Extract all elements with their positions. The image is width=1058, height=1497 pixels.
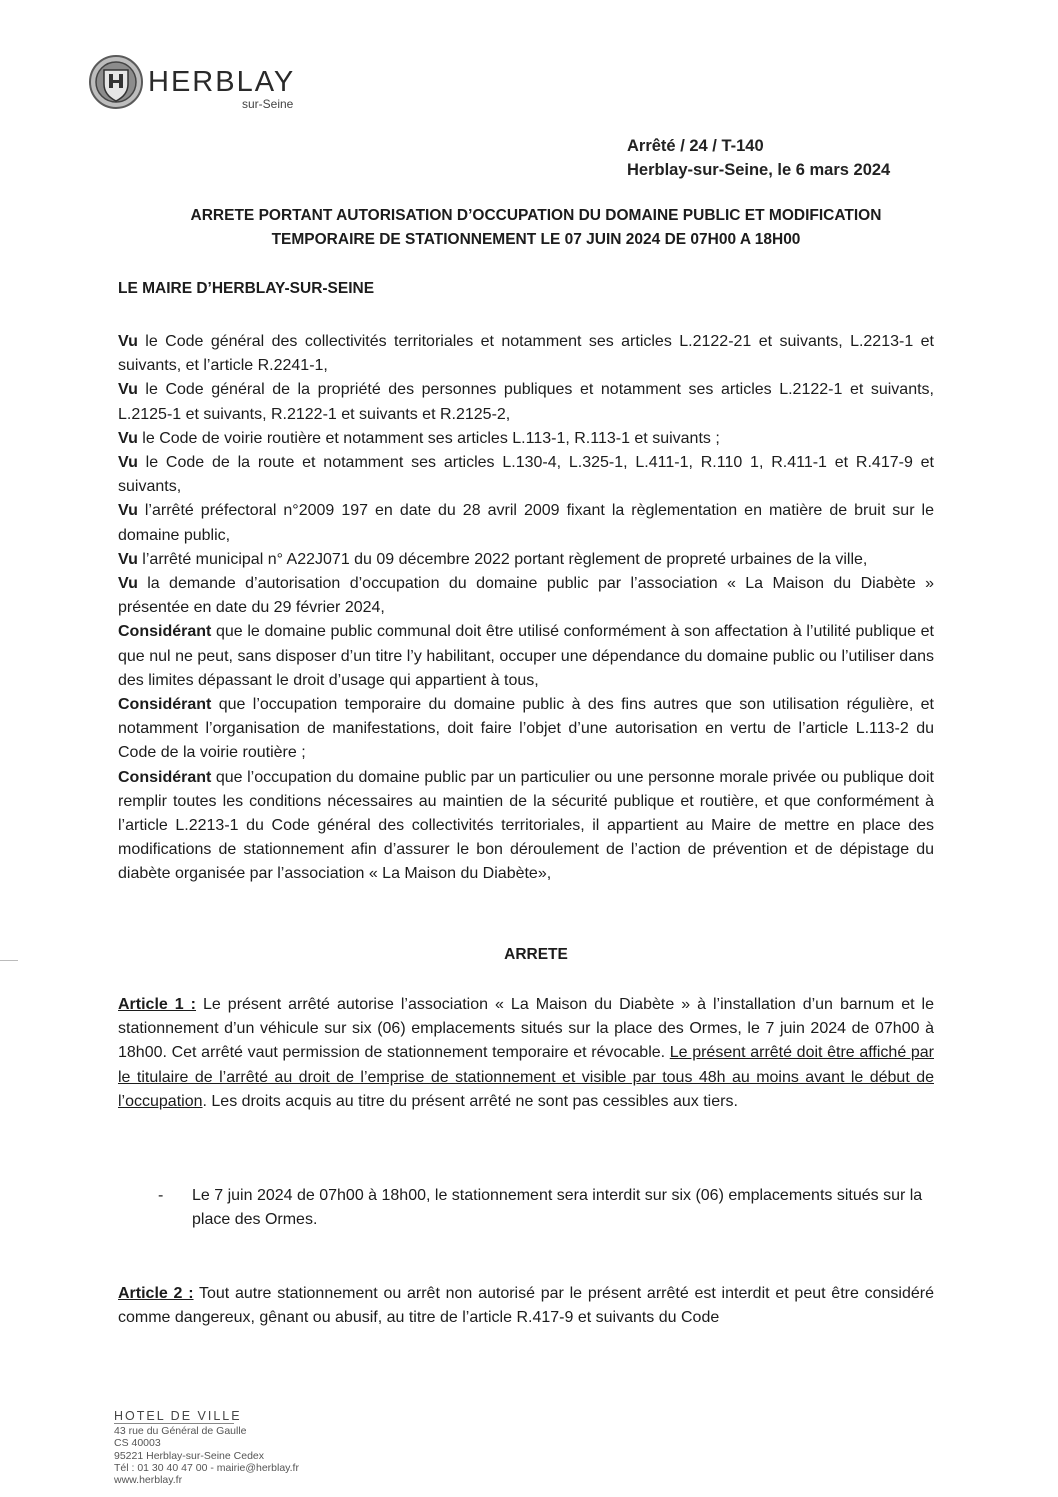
recital-lead: Vu: [118, 502, 138, 520]
recital-lead: Vu: [118, 333, 138, 350]
recital-item: [118, 693, 934, 766]
recital-item: [118, 427, 934, 451]
footer-line: 95221 Herblay-sur-Seine Cedex: [114, 1449, 264, 1462]
recital-lead: Considérant: [118, 696, 212, 714]
article-1: [118, 993, 934, 1114]
recital-text: l’arrêté préfectoral n°2009 197 en date du 28 avril 2009 fixant la règlementation en matière de bruit sur le domaine public,: [118, 502, 934, 544]
city-brand-name: HERBLAY: [148, 66, 296, 98]
recital-text: l’arrêté municipal n° A22J071 du 09 décembre 2022 portant règlement de propreté urbaines de la ville,: [137, 550, 868, 568]
recitals: [118, 330, 934, 887]
recital-lead: Vu: [118, 381, 138, 399]
bullet-dash: -: [158, 1187, 164, 1204]
decree-title: [110, 204, 962, 252]
recital-item: [118, 548, 934, 572]
article-2: [118, 1282, 934, 1330]
recital-lead: Vu: [118, 575, 138, 593]
decree-title-line1: ARRETE PORTANT AUTORISATION D’OCCUPATION DU DOMAINE PUBLIC ET MODIFICATION: [190, 207, 882, 224]
recital-item: [118, 766, 934, 887]
article-1-text-end: . Les droits acquis au titre du présent arrêté ne sont pas cessibles aux tiers.: [202, 1092, 738, 1110]
city-logo: [88, 52, 328, 114]
decree-reference: [627, 134, 890, 182]
recital-text: le Code de voirie routière et notamment ses articles L.113-1, R.113-1 et suivants ;: [137, 429, 720, 447]
recital-lead: Vu: [118, 429, 138, 447]
recital-lead: Considérant: [118, 623, 212, 641]
scan-edge-mark: [0, 960, 18, 961]
recital-item: [118, 451, 934, 499]
recital-lead: Vu: [118, 454, 138, 472]
article-2-paragraph: [118, 1282, 934, 1330]
recital-lead: Vu: [118, 550, 138, 568]
recital-text: que le domaine public communal doit être utilisé conformément à son affectation à l’utilité publique et que nul ne peut, sans disposer d’un titre l’y habilitant, occuper une dépendance du domaine public ou l’utiliser dans des limites dépassant le droit d’usage qui appartient à tous,: [118, 623, 934, 689]
recital-text: le Code de la route et notamment ses articles L.130-4, L.325-1, L.411-1, R.110 1, R.411-1 et R.417-9 et suivants,: [118, 454, 934, 496]
article-1-underlined-text: Le présent arrêté doit être affiché par le titulaire de l’arrêté au droit de l’emprise de stationnement et visible par tous 48h au moins avant le début de l’occupation: [118, 1044, 934, 1110]
footer-line: Tél : 01 30 40 47 00 - mairie@herblay.fr: [114, 1461, 299, 1474]
article-2-label: Article 2 :: [118, 1285, 194, 1302]
article-1-paragraph: [118, 993, 934, 1114]
arrete-heading: ARRETE: [504, 946, 568, 963]
article-1-text: Le présent arrêté autorise l’association « La Maison du Diabète » à l’installation d’un barnum et le stationnement d’un véhicule sur six (06) emplacements situés sur la place des Ormes, le 7 juin 2024 de 07h00 à 18h00. Cet arrêté vaut permission de stationnement temporaire et révocable.: [118, 996, 934, 1062]
footer-line: CS 40003: [114, 1437, 161, 1450]
recital-item: [118, 499, 934, 547]
mayor-heading: LE MAIRE D’HERBLAY-SUR-SEINE: [118, 280, 375, 297]
decree-number: Arrêté / 24 / T-140: [627, 137, 764, 155]
recital-item: [118, 378, 934, 426]
footer-divider: [114, 1423, 234, 1424]
recital-text: que l’occupation temporaire du domaine public à des fins autres que son utilisation régulière, et notamment l’organisation de manifestations, doit faire l’objet d’une autorisation en vertu de l’article L.113-2 du Code de la voirie routière ;: [118, 696, 934, 762]
footer-address: [114, 1410, 299, 1486]
decree-place-date: Herblay-sur-Seine, le 6 mars 2024: [627, 161, 891, 179]
recital-item: [118, 572, 934, 620]
recital-text: que l’occupation du domaine public par un particulier ou une personne morale privée ou publique doit remplir toutes les conditions nécessaires au maintien de la sécurité publique et routière, et que conformément à l’article L.2213-1 du Code général des collectivités territoriales, il appartient au Maire de mettre en place des modifications de stationnement afin d’assurer le bon déroulement de l’action de prévention et de dépistage du diabète organisée par l’association « La Maison du Diabète»,: [118, 768, 934, 883]
recital-item: [118, 330, 934, 378]
recital-text: le Code général de la propriété des personnes publiques et notamment ses articles L.2122-1 et suivants, L.2125-1 et suivants, R.2122-1 et suivants et R.2125-2,: [118, 381, 934, 423]
recital-text: la demande d’autorisation d’occupation du domaine public par l’association « La Maison du Diabète » présentée en date du 29 février 2024,: [118, 575, 934, 617]
footer-line: www.herblay.fr: [114, 1474, 183, 1487]
article-1-label: Article 1 :: [118, 996, 197, 1013]
recital-text: le Code général des collectivités territoriales et notamment ses articles L.2122-21 et suivants, L.2213-1 et suivants, et l’article R.2241-1,: [118, 333, 934, 375]
city-crest-icon: [88, 52, 144, 112]
recital-lead: Considérant: [118, 768, 212, 786]
decree-title-line2: TEMPORAIRE DE STATIONNEMENT LE 07 JUIN 2024 DE 07H00 A 18H00: [271, 231, 801, 248]
footer-heading: HOTEL DE VILLE: [114, 1409, 242, 1423]
recital-item: [118, 620, 934, 693]
bullet-text: Le 7 juin 2024 de 07h00 à 18h00, le stationnement sera interdit sur six (06) emplacements situés sur la place des Ormes.: [192, 1187, 923, 1229]
city-brand-subtitle: sur-Seine: [242, 97, 294, 111]
footer-line: 43 rue du Général de Gaulle: [114, 1425, 247, 1438]
article-2-text: Tout autre stationnement ou arrêt non autorisé par le présent arrêté est interdit et peut être considéré comme dangereux, gênant ou abusif, au titre de l’article R.417-9 et suivants du Code: [118, 1285, 934, 1327]
